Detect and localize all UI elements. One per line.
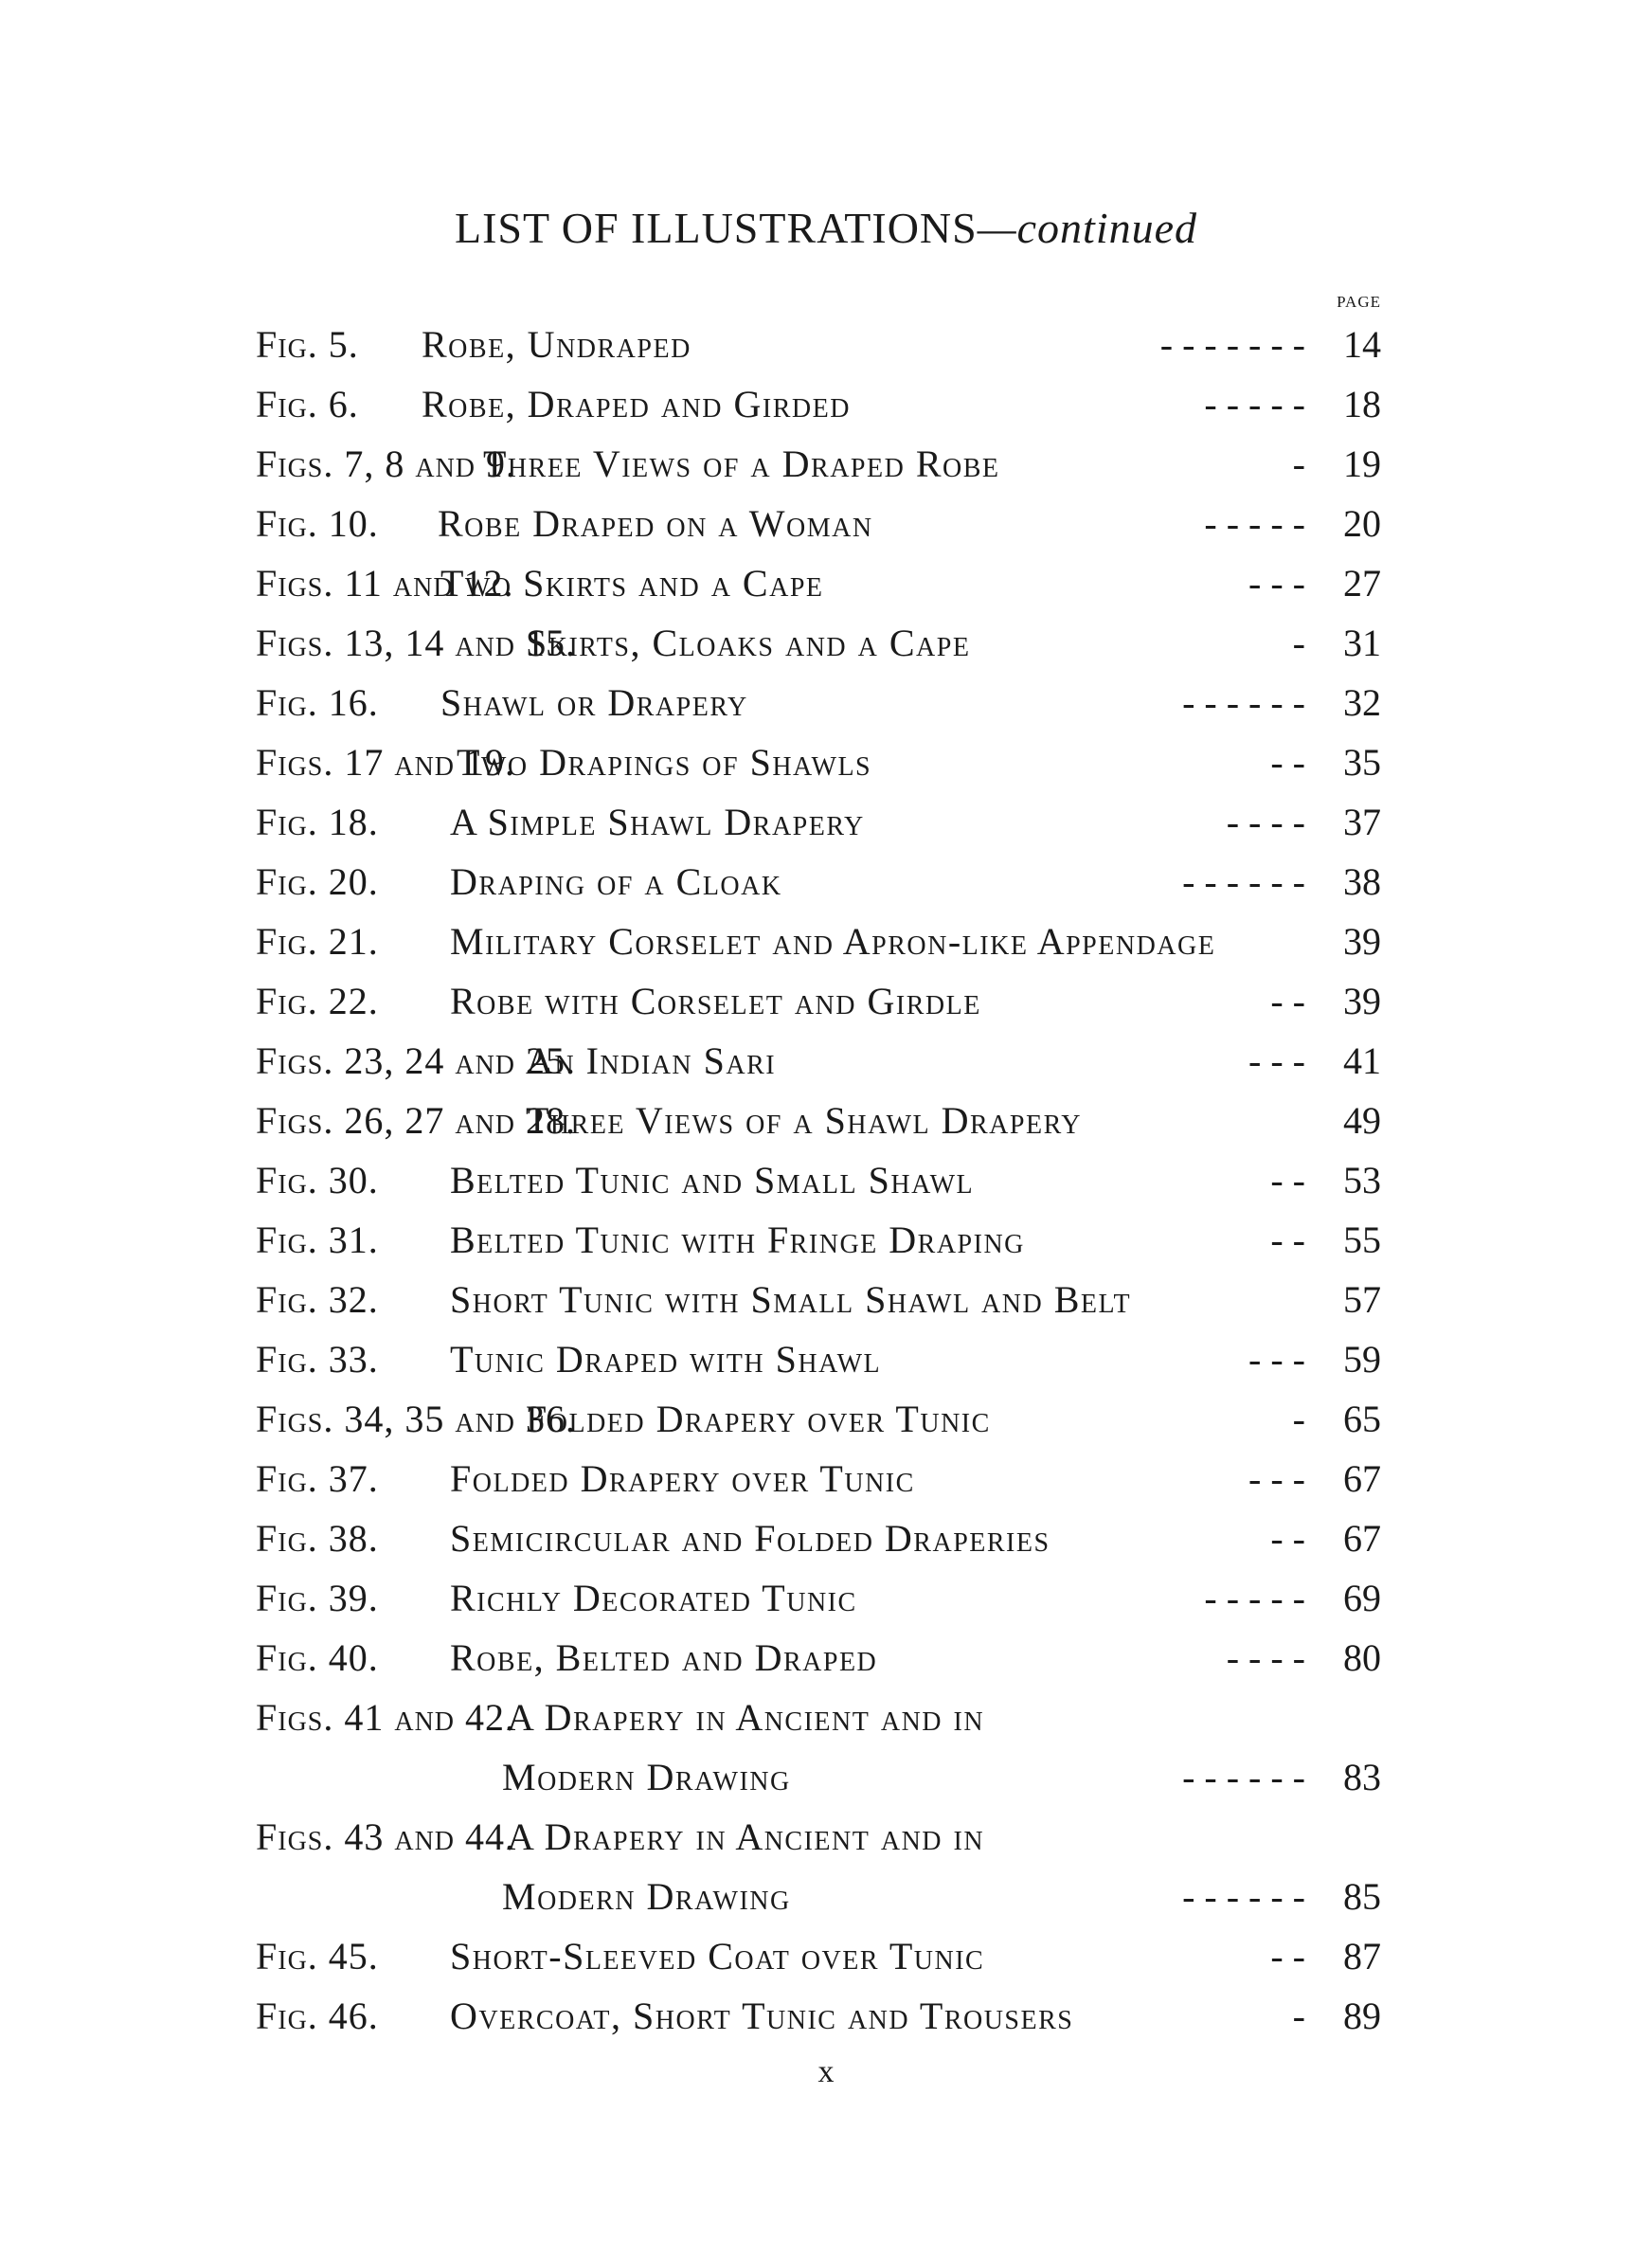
page-number: 85	[1343, 1875, 1381, 1918]
figure-title: Tunic Draped with Shawl	[450, 1338, 882, 1381]
figure-label: Figs. 23, 24 and 25.	[256, 1039, 577, 1082]
list-item	[256, 1867, 1381, 1926]
page-number: 83	[1343, 1756, 1381, 1798]
figure-label: Fig. 46.	[256, 1995, 379, 2037]
figure-label: Fig. 30.	[256, 1159, 379, 1201]
figure-label: Fig. 16.	[256, 681, 379, 724]
page-number: 38	[1343, 860, 1381, 903]
figure-title: Belted Tunic with Fringe Draping	[450, 1219, 1025, 1261]
dot-leader: - - - - -	[1204, 383, 1305, 425]
list-item	[256, 971, 1381, 1031]
figure-title: Robe, Draped and Girded	[422, 383, 851, 425]
figure-label: Fig. 40.	[256, 1636, 379, 1679]
figure-title: An Indian Sari	[526, 1039, 777, 1082]
page-number: 67	[1343, 1517, 1381, 1560]
figure-title: Skirts, Cloaks and a Cape	[526, 622, 971, 664]
list-item	[256, 1986, 1381, 2046]
dot-leader: - -	[1270, 1935, 1305, 1977]
dot-leader: - - - - - - -	[1159, 323, 1305, 366]
page-number: 32	[1343, 681, 1381, 724]
figure-label: Fig. 33.	[256, 1338, 379, 1381]
figure-label: Fig. 18.	[256, 801, 379, 843]
figure-label: Fig. 45.	[256, 1935, 379, 1977]
page-folio: x	[817, 2054, 835, 2089]
list-item	[256, 852, 1381, 912]
figure-title: Short Tunic with Small Shawl and Belt	[450, 1278, 1132, 1321]
dot-leader: - - - - - -	[1182, 681, 1305, 724]
dot-leader: - - - - - -	[1182, 1756, 1305, 1798]
figure-label: Fig. 22.	[256, 980, 379, 1022]
figure-title: Folded Drapery over Tunic	[450, 1457, 915, 1500]
page-number: 55	[1343, 1219, 1381, 1261]
figure-title: Richly Decorated Tunic	[450, 1577, 857, 1619]
page-number: 18	[1343, 383, 1381, 425]
figure-title: A Drapery in Ancient and in	[507, 1815, 985, 1858]
list-item	[256, 1508, 1381, 1568]
figure-label: Fig. 32.	[256, 1278, 379, 1321]
list-item	[256, 1389, 1381, 1449]
illustration-list	[256, 315, 1381, 2046]
figure-title: Belted Tunic and Small Shawl	[450, 1159, 975, 1201]
dot-leader: - -	[1270, 980, 1305, 1022]
dot-leader: - -	[1270, 741, 1305, 784]
dot-leader: -	[1292, 442, 1305, 485]
figure-label: Fig. 31.	[256, 1219, 379, 1261]
page-number: 41	[1343, 1039, 1381, 1082]
list-item	[256, 1747, 1381, 1807]
dot-leader: -	[1292, 1995, 1305, 2037]
figure-title: Robe Draped on a Woman	[438, 502, 873, 545]
figure-label: Figs. 41 and 42.	[256, 1696, 516, 1739]
figure-title: Robe with Corselet and Girdle	[450, 980, 981, 1022]
page-number: 27	[1343, 562, 1381, 605]
page-number: 53	[1343, 1159, 1381, 1201]
list-item	[256, 1628, 1381, 1688]
page-number: 37	[1343, 801, 1381, 843]
figure-label: Fig. 10.	[256, 502, 379, 545]
page-number: 19	[1343, 442, 1381, 485]
figure-title: Two Skirts and a Cape	[440, 562, 824, 605]
dot-leader: - - -	[1248, 562, 1305, 605]
list-item	[256, 1329, 1381, 1389]
dot-leader: - - - -	[1226, 801, 1305, 843]
list-item	[256, 553, 1381, 613]
page-number: 57	[1343, 1278, 1381, 1321]
page-title-continued: —continued	[977, 204, 1198, 252]
figure-label: Figs. 26, 27 and 28.	[256, 1099, 577, 1142]
dot-leader: - -	[1270, 1219, 1305, 1261]
page-title-main: LIST OF ILLUSTRATIONS	[454, 204, 978, 252]
figure-title: Semicircular and Folded Draperies	[450, 1517, 1050, 1560]
dot-leader: - - -	[1248, 1338, 1305, 1381]
page-number: 80	[1343, 1636, 1381, 1679]
page-column-label: PAGE	[1337, 293, 1381, 311]
figure-title: Draping of a Cloak	[450, 860, 782, 903]
list-item	[256, 1807, 1381, 1867]
figure-title: Shawl or Drapery	[440, 681, 748, 724]
list-item	[256, 374, 1381, 434]
list-item	[256, 1210, 1381, 1270]
list-item	[256, 1449, 1381, 1508]
list-item	[256, 1688, 1381, 1747]
list-item	[256, 494, 1381, 553]
list-item	[256, 1270, 1381, 1329]
figure-title: Robe, Belted and Draped	[450, 1636, 878, 1679]
dot-leader: -	[1292, 1398, 1305, 1440]
figure-label: Fig. 21.	[256, 920, 379, 963]
page-number: 87	[1343, 1935, 1381, 1977]
figure-label: Figs. 11 and 12.	[256, 562, 514, 605]
page-number: 35	[1343, 741, 1381, 784]
figure-title: Overcoat, Short Tunic and Trousers	[450, 1995, 1074, 2037]
page-number: 14	[1343, 323, 1381, 366]
list-item	[256, 1091, 1381, 1150]
list-item	[256, 613, 1381, 673]
figure-title: Military Corselet and Apron-like Appendage	[450, 920, 1216, 963]
figure-title: A Simple Shawl Drapery	[450, 801, 865, 843]
dot-leader: - -	[1270, 1517, 1305, 1560]
figure-title: Modern Drawing	[502, 1875, 791, 1918]
figure-label: Figs. 43 and 44.	[256, 1815, 516, 1858]
figure-label: Fig. 6.	[256, 383, 359, 425]
figure-title: Modern Drawing	[502, 1756, 791, 1798]
list-item	[256, 1926, 1381, 1986]
figure-label: Figs. 34, 35 and 36.	[256, 1398, 577, 1440]
figure-title: Folded Drapery over Tunic	[526, 1398, 991, 1440]
page-number: 49	[1343, 1099, 1381, 1142]
figure-title: A Drapery in Ancient and in	[507, 1696, 985, 1739]
figure-title: Robe, Undraped	[422, 323, 691, 366]
dot-leader: - - - - -	[1204, 502, 1305, 545]
figure-label: Figs. 7, 8 and 9.	[256, 442, 517, 485]
figure-label: Figs. 13, 14 and 15.	[256, 622, 577, 664]
page-number: 65	[1343, 1398, 1381, 1440]
dot-leader: - -	[1270, 1159, 1305, 1201]
list-item	[256, 434, 1381, 494]
figure-label: Fig. 38.	[256, 1517, 379, 1560]
dot-leader: -	[1292, 622, 1305, 664]
figure-title: Three Views of a Draped Robe	[483, 442, 1000, 485]
list-item	[256, 1031, 1381, 1091]
figure-label: Fig. 20.	[256, 860, 379, 903]
list-item	[256, 732, 1381, 792]
list-item	[256, 792, 1381, 852]
page-number: 69	[1343, 1577, 1381, 1619]
figure-label: Fig. 39.	[256, 1577, 379, 1619]
page-number: 89	[1343, 1995, 1381, 2037]
list-item	[256, 912, 1381, 971]
dot-leader: - - -	[1248, 1039, 1305, 1082]
list-item	[256, 1568, 1381, 1628]
dot-leader: - - - - - -	[1182, 860, 1305, 903]
page-number: 20	[1343, 502, 1381, 545]
page-number: 31	[1343, 622, 1381, 664]
page-number: 39	[1343, 920, 1381, 963]
list-item	[256, 673, 1381, 732]
figure-title: Short-Sleeved Coat over Tunic	[450, 1935, 985, 1977]
figure-label: Figs. 17 and 19.	[256, 741, 516, 784]
list-item	[256, 1150, 1381, 1210]
page-title	[0, 203, 1652, 253]
page-number: 39	[1343, 980, 1381, 1022]
figure-label: Fig. 37.	[256, 1457, 379, 1500]
dot-leader: - - - - - -	[1182, 1875, 1305, 1918]
figure-title: Three Views of a Shawl Drapery	[526, 1099, 1082, 1142]
figure-title: Two Drapings of Shawls	[457, 741, 872, 784]
dot-leader: - - - -	[1226, 1636, 1305, 1679]
dot-leader: - - - - -	[1204, 1577, 1305, 1619]
list-item	[256, 315, 1381, 374]
page-number: 59	[1343, 1338, 1381, 1381]
figure-label: Fig. 5.	[256, 323, 359, 366]
dot-leader: - - -	[1248, 1457, 1305, 1500]
page-number: 67	[1343, 1457, 1381, 1500]
